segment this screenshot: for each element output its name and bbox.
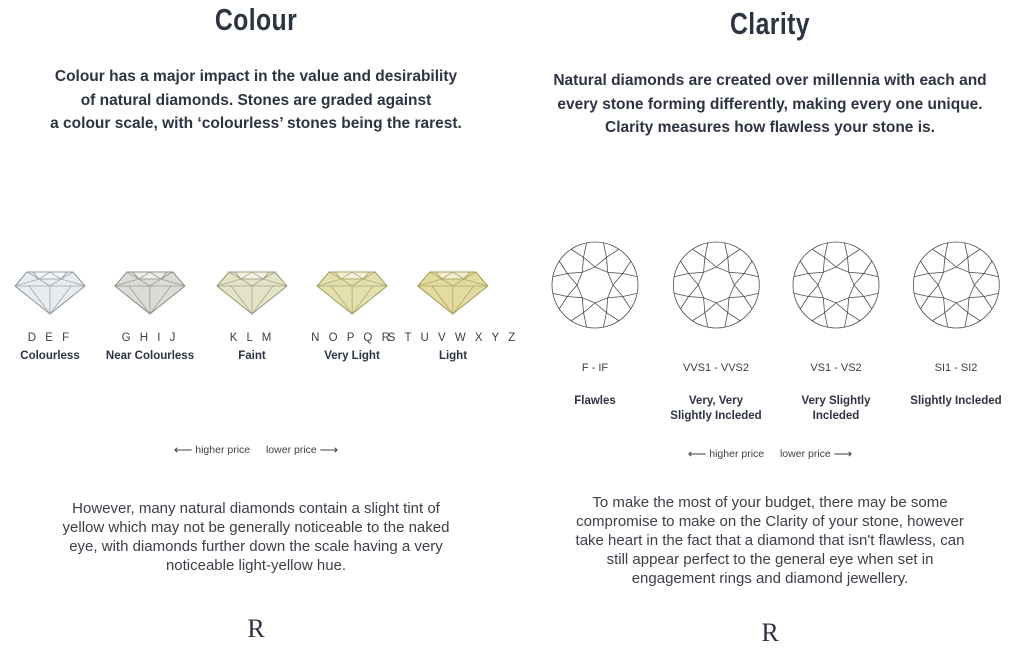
colour-outro-line: eye, with diamonds further down the scale having a very xyxy=(69,538,443,555)
colour-outro-line: However, many natural diamonds contain a slight tint of xyxy=(72,500,440,517)
colour-grade-name: Faint xyxy=(238,350,266,362)
lower-price-label: lower price xyxy=(779,448,831,460)
clarity-grade-name-line: Very Slightly xyxy=(801,395,871,407)
colour-grade-name: Colourless xyxy=(20,350,80,362)
diamond-top-view-icon xyxy=(550,240,640,330)
diamond-icon xyxy=(416,268,490,316)
arrow-left-icon: ⟵ xyxy=(173,442,193,457)
diamond-top-view-icon xyxy=(791,240,881,330)
colour-intro-line: a colour scale, with ‘colourless’ stones being the rarest. xyxy=(50,115,462,132)
clarity-grade-name-line: Slightly Incleded xyxy=(910,395,1002,407)
colour-outro xyxy=(0,499,512,575)
higher-price-label: higher price xyxy=(709,448,765,460)
colour-grade-name: Very Light xyxy=(324,350,380,362)
higher-price-label: higher price xyxy=(195,444,251,456)
colour-grade-letters: G H I J xyxy=(121,332,179,344)
arrow-left-icon: ⟵ xyxy=(687,446,707,461)
clarity-intro xyxy=(516,69,1024,140)
clarity-grade xyxy=(910,240,1001,409)
clarity-outro xyxy=(516,493,1024,588)
clarity-outro-line: take heart in the fact that a diamond that isn't flawless, can xyxy=(575,532,965,549)
colour-intro xyxy=(0,65,512,136)
diamond-top-view-icon xyxy=(911,240,1001,330)
colour-grade-name: Light xyxy=(438,350,468,362)
colour-grade xyxy=(13,268,87,362)
colour-grade-name: Near Colourless xyxy=(105,350,195,362)
diamond-icon xyxy=(13,268,87,316)
clarity-grade-name xyxy=(791,394,881,424)
clarity-intro-line: Natural diamonds are created over millennia with each and xyxy=(553,72,987,89)
diamond-icon xyxy=(113,268,187,316)
colour-outro-line: noticeable light-yellow hue. xyxy=(165,557,347,574)
arrow-right-icon: ⟶ xyxy=(833,446,853,461)
diamond-top-view-icon xyxy=(671,240,761,330)
colour-price-scale xyxy=(0,442,512,458)
clarity-grade-name-line: Flawles xyxy=(574,395,616,407)
arrow-right-icon: ⟶ xyxy=(319,442,339,457)
brand-logo: R xyxy=(247,614,265,643)
clarity-grade-name xyxy=(910,394,1001,409)
diamond-icon xyxy=(315,268,389,316)
colour-title: Colour xyxy=(214,2,298,37)
colour-grade-letters: S T U V W X Y Z xyxy=(387,332,519,344)
clarity-grade xyxy=(791,240,881,424)
clarity-grade-name xyxy=(550,394,640,409)
clarity-outro-line: still appear perfect to the general eye when set in xyxy=(606,551,934,568)
clarity-grade-name-line: Very, Very xyxy=(688,395,744,407)
colour-intro-line: of natural diamonds. Stones are graded against xyxy=(80,91,432,109)
clarity-outro-line: compromise to make on the Clarity of your stone, however xyxy=(576,513,964,530)
clarity-panel xyxy=(516,0,1024,653)
colour-grade xyxy=(388,268,518,362)
colour-grade-letters: N O P Q R xyxy=(311,332,393,344)
colour-grade xyxy=(215,268,289,362)
colour-outro-line: yellow which may not be generally noticeable to the naked xyxy=(62,519,450,536)
clarity-outro-line: engagement rings and diamond jewellery. xyxy=(631,570,909,587)
clarity-intro-line: every stone forming differently, making every one unique. xyxy=(557,95,983,113)
colour-grade-letters: D E F xyxy=(27,332,73,344)
clarity-grade-name xyxy=(670,394,761,424)
clarity-grade-range: SI1 - SI2 xyxy=(934,362,978,374)
clarity-grade-range: F - IF xyxy=(581,362,609,374)
lower-price-label: lower price xyxy=(265,444,317,456)
colour-intro-line: Colour has a major impact in the value and desirability xyxy=(54,68,458,85)
clarity-grade xyxy=(670,240,761,424)
clarity-title: Clarity xyxy=(730,6,810,41)
clarity-outro-line: To make the most of your budget, there may be some xyxy=(592,494,948,511)
clarity-grade xyxy=(550,240,640,409)
diamond-icon xyxy=(215,268,289,316)
colour-grade xyxy=(311,268,393,362)
clarity-grade-name-line: Slightly Incleded xyxy=(670,410,762,422)
clarity-grade-range: VVS1 - VVS2 xyxy=(682,362,750,374)
brand-logo: R xyxy=(761,618,779,647)
clarity-grade-range: VS1 - VS2 xyxy=(810,362,862,374)
colour-grade xyxy=(106,268,194,362)
clarity-grade-name-line: Incleded xyxy=(812,410,860,422)
colour-grade-letters: K L M xyxy=(229,332,275,344)
clarity-price-scale xyxy=(516,446,1024,462)
clarity-intro-line: Clarity measures how flawless your stone is. xyxy=(605,119,935,136)
